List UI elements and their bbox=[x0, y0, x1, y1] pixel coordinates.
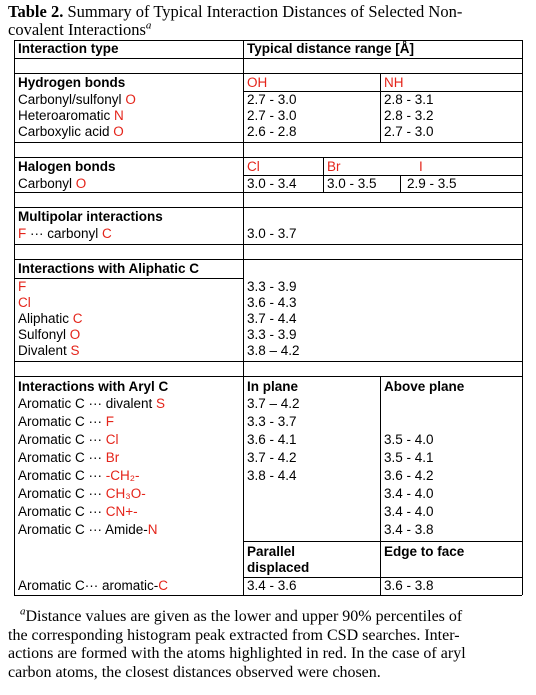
footnote-line-3: carbon atoms, the closest distances observed were chosen. bbox=[8, 663, 381, 681]
hbond-row-2-nh: 2.7 - 3.0 bbox=[384, 124, 434, 139]
aliphatic-row-2-value: 3.7 - 4.4 bbox=[247, 311, 297, 326]
aryl-subcolumn-divider bbox=[380, 376, 381, 595]
table-caption bbox=[8, 3, 530, 39]
section-rule-hbond-end bbox=[14, 142, 522, 143]
aryl-row-7-label: Aromatic C ··· Amide-N bbox=[18, 522, 158, 537]
aliphatic-title-rule bbox=[14, 278, 243, 279]
aliphatic-title: Interactions with Aliphatic C bbox=[18, 261, 200, 276]
aryl-row-1-in: 3.3 - 3.7 bbox=[247, 414, 297, 429]
aryl-row-6-above: 3.4 - 4.0 bbox=[384, 504, 434, 519]
aryl-row-0-in: 3.7 – 4.2 bbox=[247, 396, 300, 411]
aryl-row-3-label: Aromatic C ··· Br bbox=[18, 450, 120, 465]
footnote-line-0: $^a$Distance values are given as the lower and upper 90% percentiles of bbox=[20, 605, 463, 625]
hbond-title: Hydrogen bonds bbox=[18, 75, 126, 90]
aliphatic-row-3-label: Sulfonyl O bbox=[18, 327, 81, 342]
halogen-br-header: Br bbox=[327, 159, 341, 174]
aryl-parallel-header-2: displaced bbox=[247, 560, 310, 575]
aliphatic-row-1-label: Cl bbox=[18, 295, 31, 310]
aryl-stacking-rule bbox=[243, 541, 522, 542]
footnote-mark: a bbox=[20, 605, 26, 618]
aliphatic-row-4-label: Divalent S bbox=[18, 343, 80, 358]
footnote-line-2: actions are formed with the atoms highlighted in red. In the case of aryl bbox=[8, 645, 466, 662]
aryl-row-2-in: 3.6 - 4.1 bbox=[247, 432, 297, 447]
aryl-row-3-above: 3.5 - 4.1 bbox=[384, 450, 434, 465]
caption-line-1 bbox=[8, 3, 530, 21]
section-rule-halogen-end bbox=[14, 192, 522, 193]
multipolar-title: Multipolar interactions bbox=[18, 209, 163, 224]
table-bottom-border bbox=[14, 595, 522, 596]
section-rule-multipolar-end bbox=[14, 244, 522, 245]
halogen-cl-header: Cl bbox=[247, 159, 260, 174]
hbond-row-2-label: Carboxylic acid O bbox=[18, 124, 124, 139]
caption-footnote-mark: a bbox=[145, 19, 152, 32]
aryl-edge-header: Edge to face bbox=[384, 544, 465, 559]
header-rule bbox=[14, 58, 522, 59]
header-distance-range: Typical distance range [Å] bbox=[247, 41, 415, 56]
table-left-border bbox=[14, 40, 15, 595]
multipolar-row-label: F ··· carbonyl C bbox=[18, 226, 112, 241]
halogen-title: Halogen bonds bbox=[18, 159, 116, 174]
aliphatic-row-0-label: F bbox=[18, 279, 27, 294]
aryl-last-edge: 3.6 - 3.8 bbox=[384, 578, 434, 593]
hbond-row-0-oh: 2.7 - 3.0 bbox=[247, 92, 297, 107]
table-footnote bbox=[8, 605, 526, 682]
column-divider bbox=[243, 40, 244, 595]
aryl-in-plane-header: In plane bbox=[247, 379, 299, 394]
aliphatic-row-3-value: 3.3 - 3.9 bbox=[247, 327, 297, 342]
aliphatic-row-2-label: Aliphatic C bbox=[18, 311, 83, 326]
caption-line-2 bbox=[8, 21, 530, 39]
aryl-row-4-in: 3.8 - 4.4 bbox=[247, 468, 297, 483]
aryl-row-2-above: 3.5 - 4.0 bbox=[384, 432, 434, 447]
hbond-row-1-oh: 2.7 - 3.0 bbox=[247, 108, 297, 123]
hbond-subcolumn-divider bbox=[380, 73, 381, 142]
aliphatic-row-0-value: 3.3 - 3.9 bbox=[247, 279, 297, 294]
hbond-row-0-label: Carbonyl/sulfonyl O bbox=[18, 92, 136, 107]
multipolar-row-value: 3.0 - 3.7 bbox=[247, 226, 297, 241]
aryl-row-5-label: Aromatic C ··· CH₃O- bbox=[18, 486, 146, 501]
aryl-row-4-label: Aromatic C ··· -CH₂- bbox=[18, 468, 140, 483]
hbond-nh-header: NH bbox=[384, 75, 404, 90]
aryl-last-parallel: 3.4 - 3.6 bbox=[247, 578, 297, 593]
aryl-row-3-in: 3.7 - 4.2 bbox=[247, 450, 297, 465]
aryl-row-4-above: 3.6 - 4.2 bbox=[384, 468, 434, 483]
halogen-row-cl: 3.0 - 3.4 bbox=[247, 176, 297, 191]
halogen-row-i: 2.9 - 3.5 bbox=[407, 176, 457, 191]
aryl-row-0-label: Aromatic C ··· divalent S bbox=[18, 396, 166, 411]
aryl-row-6-label: Aromatic C ··· CN+- bbox=[18, 504, 138, 519]
halogen-row-label: Carbonyl O bbox=[18, 176, 87, 191]
header-interaction-type: Interaction type bbox=[18, 41, 119, 56]
hbond-row-1-label: Heteroaromatic N bbox=[18, 108, 124, 123]
header-gap-rule bbox=[14, 73, 522, 74]
hbond-oh-header: OH bbox=[247, 75, 268, 90]
aryl-parallel-header-1: Parallel bbox=[247, 544, 296, 559]
table-right-border bbox=[522, 40, 523, 595]
section-rule-aliphatic-end bbox=[14, 361, 522, 362]
halogen-i-header: I bbox=[419, 159, 423, 174]
halogen-divider-2 bbox=[400, 175, 401, 192]
aliphatic-row-1-value: 3.6 - 4.3 bbox=[247, 295, 297, 310]
halogen-row-br: 3.0 - 3.5 bbox=[327, 176, 377, 191]
hbond-row-1-nh: 2.8 - 3.2 bbox=[384, 108, 434, 123]
aryl-last-label: Aromatic C··· aromatic-C bbox=[18, 578, 169, 593]
section-rule-aliphatic-start bbox=[14, 259, 522, 260]
footnote-line-1: the corresponding histogram peak extracted from CSD searches. Inter- bbox=[8, 626, 460, 644]
aryl-row-7-above: 3.4 - 3.8 bbox=[384, 522, 434, 537]
aryl-row-2-label: Aromatic C ··· Cl bbox=[18, 432, 119, 447]
aryl-above-plane-header: Above plane bbox=[384, 379, 465, 394]
caption-label: Table 2. bbox=[8, 2, 64, 21]
hbond-row-0-nh: 2.8 - 3.1 bbox=[384, 92, 434, 107]
section-rule-aryl-start bbox=[14, 376, 522, 377]
aryl-row-5-above: 3.4 - 4.0 bbox=[384, 486, 434, 501]
aryl-title: Interactions with Aryl C bbox=[18, 379, 169, 394]
section-rule-halogen-start bbox=[14, 157, 522, 158]
caption-text-2: covalent Interactions bbox=[8, 20, 146, 39]
hbond-row-2-oh: 2.6 - 2.8 bbox=[247, 124, 297, 139]
section-rule-multipolar-start bbox=[14, 207, 522, 208]
aliphatic-row-4-value: 3.8 – 4.2 bbox=[247, 343, 300, 358]
caption-text-1: Summary of Typical Interaction Distances of Selected Non- bbox=[67, 2, 463, 21]
aryl-row-1-label: Aromatic C ··· F bbox=[18, 414, 114, 429]
interaction-table bbox=[14, 40, 522, 595]
